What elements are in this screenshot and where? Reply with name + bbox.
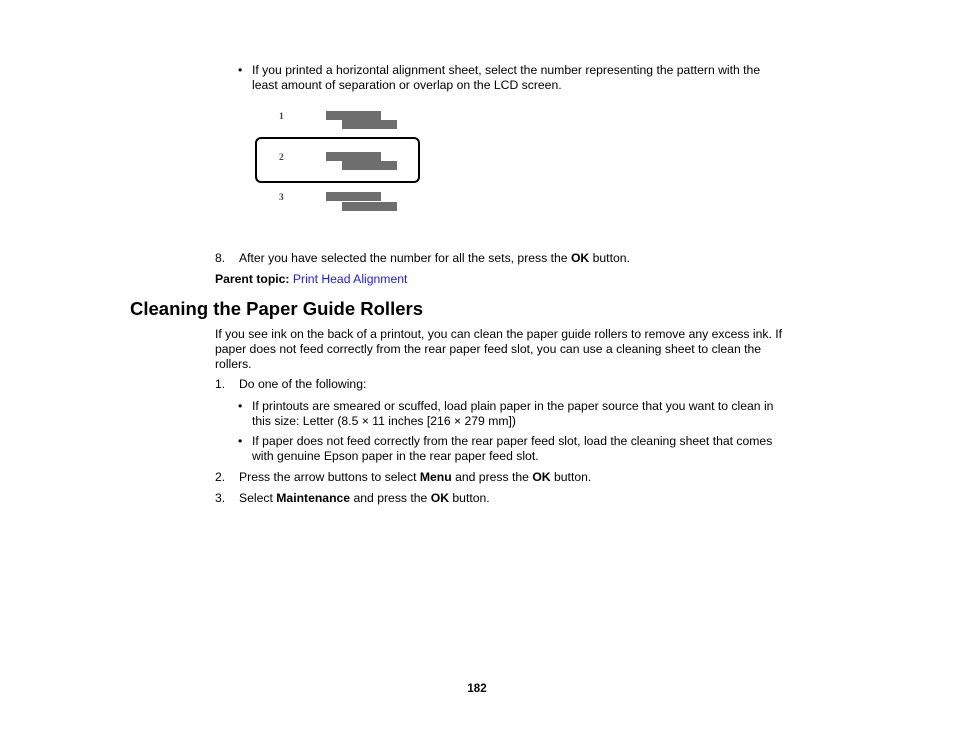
top-bullet-line-2: least amount of separation or overlap on the LCD screen. (252, 78, 562, 92)
step-3-text (239, 491, 839, 506)
intro-line-2: paper does not feed correctly from the rear paper feed slot, you can use a cleaning sheet to clean the (215, 342, 762, 356)
step-2-suffix: button. (550, 470, 592, 484)
intro-line-1: If you see ink on the back of a printout, you can clean the paper guide rollers to remove any excess ink. If (215, 327, 783, 341)
pattern-2-upper-bar (326, 152, 381, 161)
step-3-suffix: button. (449, 491, 490, 505)
bullet-marker: • (238, 63, 243, 77)
step-3-number: 3. (215, 491, 226, 505)
pattern-label-3: 3 (279, 193, 284, 203)
parent-topic-link[interactable]: Print Head Alignment (292, 272, 408, 286)
pattern-2-lower-bar (342, 161, 397, 170)
step-1-number: 1. (215, 377, 226, 391)
pattern-1-upper-bar (326, 111, 381, 120)
maintenance-keyword: Maintenance (276, 491, 351, 505)
pattern-1-lower-bar (342, 120, 397, 129)
step-1-bullet-1-line-1: If printouts are smeared or scuffed, load plain paper in the paper source that you want to clean in (252, 399, 774, 413)
parent-topic-label: Parent topic: (215, 272, 290, 286)
step-3-middle: and press the (350, 491, 431, 505)
pattern-3-upper-bar (326, 192, 381, 201)
step-2-text (239, 470, 839, 485)
step-1-bullet-2 (252, 434, 852, 464)
menu-keyword: Menu (419, 470, 452, 484)
ok-keyword: OK (532, 470, 551, 484)
page-number: 182 (467, 683, 487, 695)
ok-keyword: OK (570, 251, 590, 265)
step-1-bullet-2-line-1: If paper does not feed correctly from the rear paper feed slot, load the cleaning sheet that comes (252, 434, 773, 448)
step-1-bullet-1-line-2: this size: Letter (8.5 × 11 inches [216 × 279 mm]) (252, 414, 516, 428)
step-1-text: Do one of the following: (239, 377, 367, 391)
pattern-label-1: 1 (279, 112, 284, 122)
top-bullet-text (252, 63, 852, 93)
section-heading: Cleaning the Paper Guide Rollers (130, 298, 423, 319)
step-2-middle: and press the (451, 470, 533, 484)
step-3-prefix: Select (239, 491, 277, 505)
alignment-pattern-figure (250, 103, 430, 218)
top-bullet-line-1: If you printed a horizontal alignment sheet, select the number representing the pattern with the (252, 63, 761, 77)
step-1-bullet-1 (252, 399, 852, 429)
pattern-3-lower-bar (342, 202, 397, 211)
bullet-marker: • (238, 434, 243, 448)
step-8-prefix: After you have selected the number for all the sets, press the (239, 251, 571, 265)
step-2-number: 2. (215, 470, 226, 484)
section-intro (215, 327, 855, 372)
step-8-number: 8. (215, 251, 226, 265)
step-1-bullet-2-line-2: with genuine Epson paper in the rear paper feed slot. (252, 449, 539, 463)
step-8-suffix: button. (589, 251, 630, 265)
parent-topic (215, 272, 835, 287)
bullet-marker: • (238, 399, 243, 413)
pattern-label-2: 2 (279, 153, 284, 163)
ok-keyword: OK (430, 491, 449, 505)
intro-line-3: rollers. (215, 357, 252, 371)
step-2-prefix: Press the arrow buttons to select (239, 470, 420, 484)
step-8-text (239, 251, 859, 266)
